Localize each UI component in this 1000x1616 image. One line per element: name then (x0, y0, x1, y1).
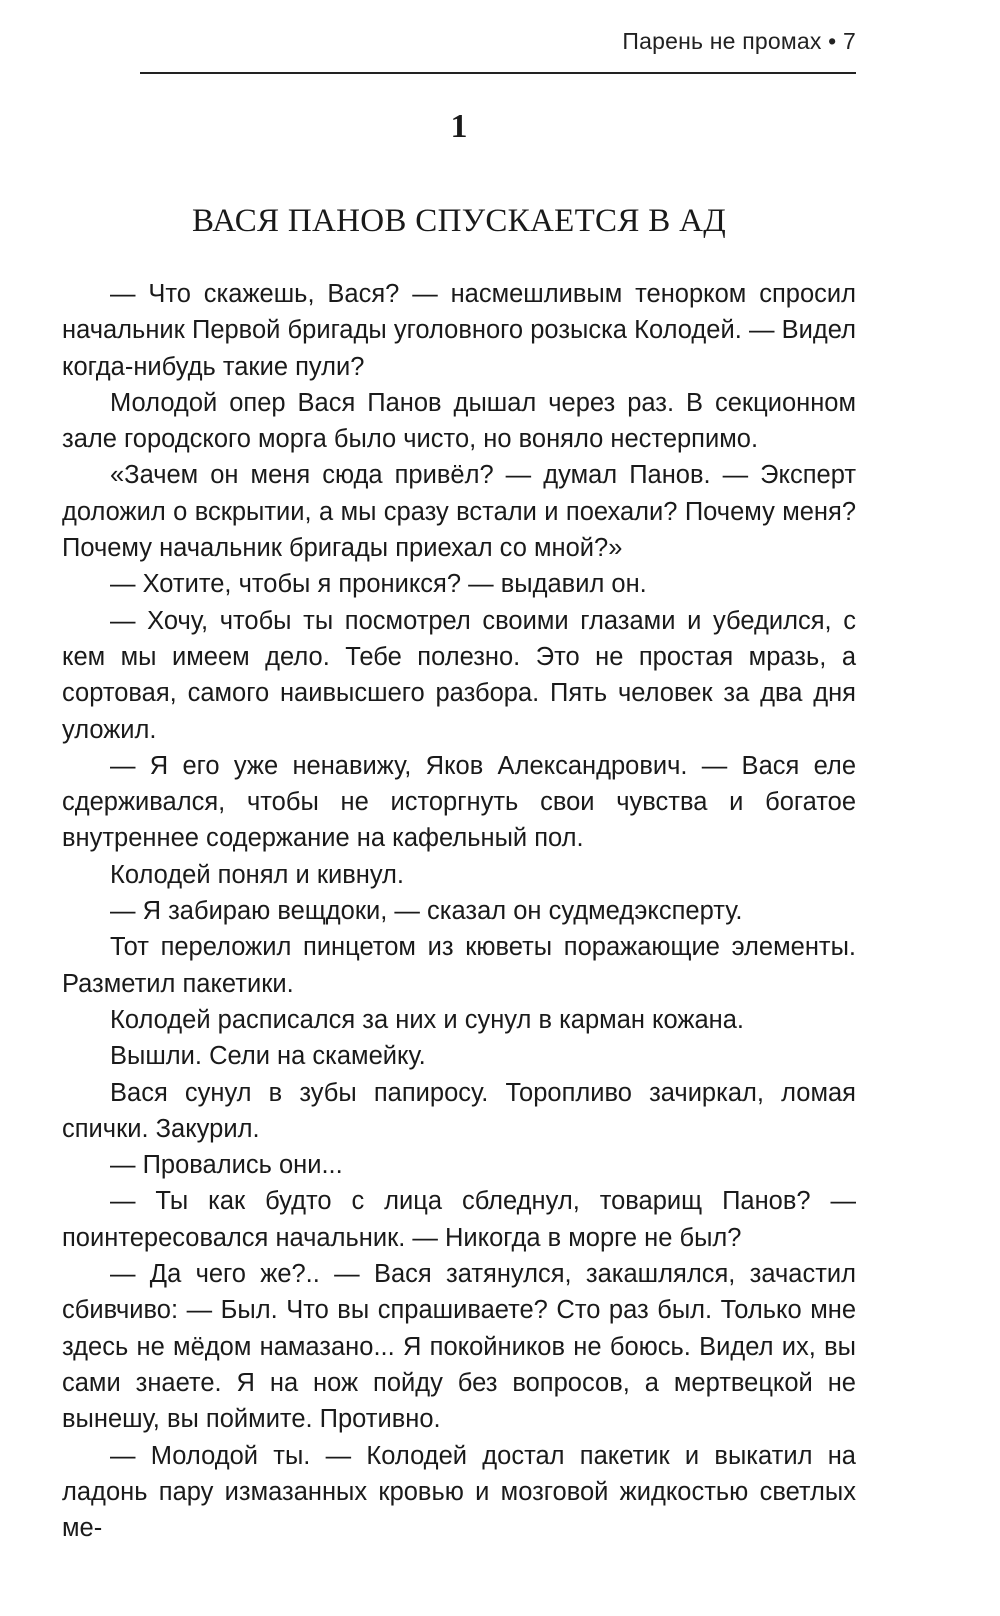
paragraph: — Да чего же?.. — Вася затянулся, закашлялся, зачастил сбивчиво: — Был. Что вы спрашиваете? Сто раз был. Только мне здесь не мёдом намазано... Я покойников не боюсь. Видел их, вы сами знаете. Я на нож пойду без вопросов, а мертвецкой не вынешу, вы поймите. Противно. (62, 1260, 856, 1434)
paragraph: — Провались они... (110, 1151, 343, 1180)
paragraph: «Зачем он меня сюда привёл? — думал Панов. — Эксперт доложил о вскрытии, а мы сразу встали и поехали? Почему меня? Почему начальник бригады приехал со мной?» (62, 461, 856, 563)
paragraph: — Я его уже ненавижу, Яков Александрович. — Вася еле сдерживался, чтобы не исторгнуть свои чувства и богатое внутреннее содержание на кафельный пол. (62, 751, 856, 853)
chapter-title: ВАСЯ ПАНОВ СПУСКАЕТСЯ В АД (191, 203, 727, 239)
paragraph: Колодей расписался за них и сунул в карман кожана. (110, 1005, 744, 1034)
paragraph: Молодой опер Вася Панов дышал через раз. В секционном зале городского морга было чисто, но воняло нестерпимо. (62, 388, 856, 454)
body-text (62, 276, 856, 1546)
chapter-number: 1 (450, 108, 468, 145)
paragraph: Вышли. Сели на скамейку. (110, 1042, 426, 1071)
paragraph: Тот переложил пинцетом из кюветы поражающие элементы. Разметил пакетики. (62, 933, 856, 998)
paragraph: — Хотите, чтобы я проникся? — выдавил он. (110, 570, 647, 599)
paragraph: Вася сунул в зубы папиросу. Торопливо зачиркал, ломая спички. Закурил. (62, 1078, 856, 1143)
paragraph: — Ты как будто с лица сбледнул, товарищ Панов? — поинтересовался начальник. — Никогда в морге не был? (62, 1187, 856, 1252)
paragraph: Колодей понял и кивнул. (110, 860, 405, 889)
paragraph: — Что скажешь, Вася? — насмешливым тенорком спросил начальник Первой бригады уголовного розыска Колодей. — Видел когда-нибудь такие пули? (62, 280, 856, 381)
paragraph: — Я забираю вещдоки, — сказал он судмедэксперту. (110, 897, 743, 926)
running-head: Парень не промах • 7 (622, 28, 856, 54)
header-rule (140, 72, 856, 74)
paragraph: — Молодой ты. — Колодей достал пакетик и выкатил на ладонь пару измазанных кровью и мозговой жидкостью светлых ме- (62, 1441, 856, 1543)
paragraph: — Хочу, чтобы ты посмотрел своими глазами и убедился, с кем мы имеем дело. Тебе полезно. Это не простая мразь, а сортовая, самого наивысшего разбора. Пять человек за два дня уложил. (62, 606, 856, 744)
